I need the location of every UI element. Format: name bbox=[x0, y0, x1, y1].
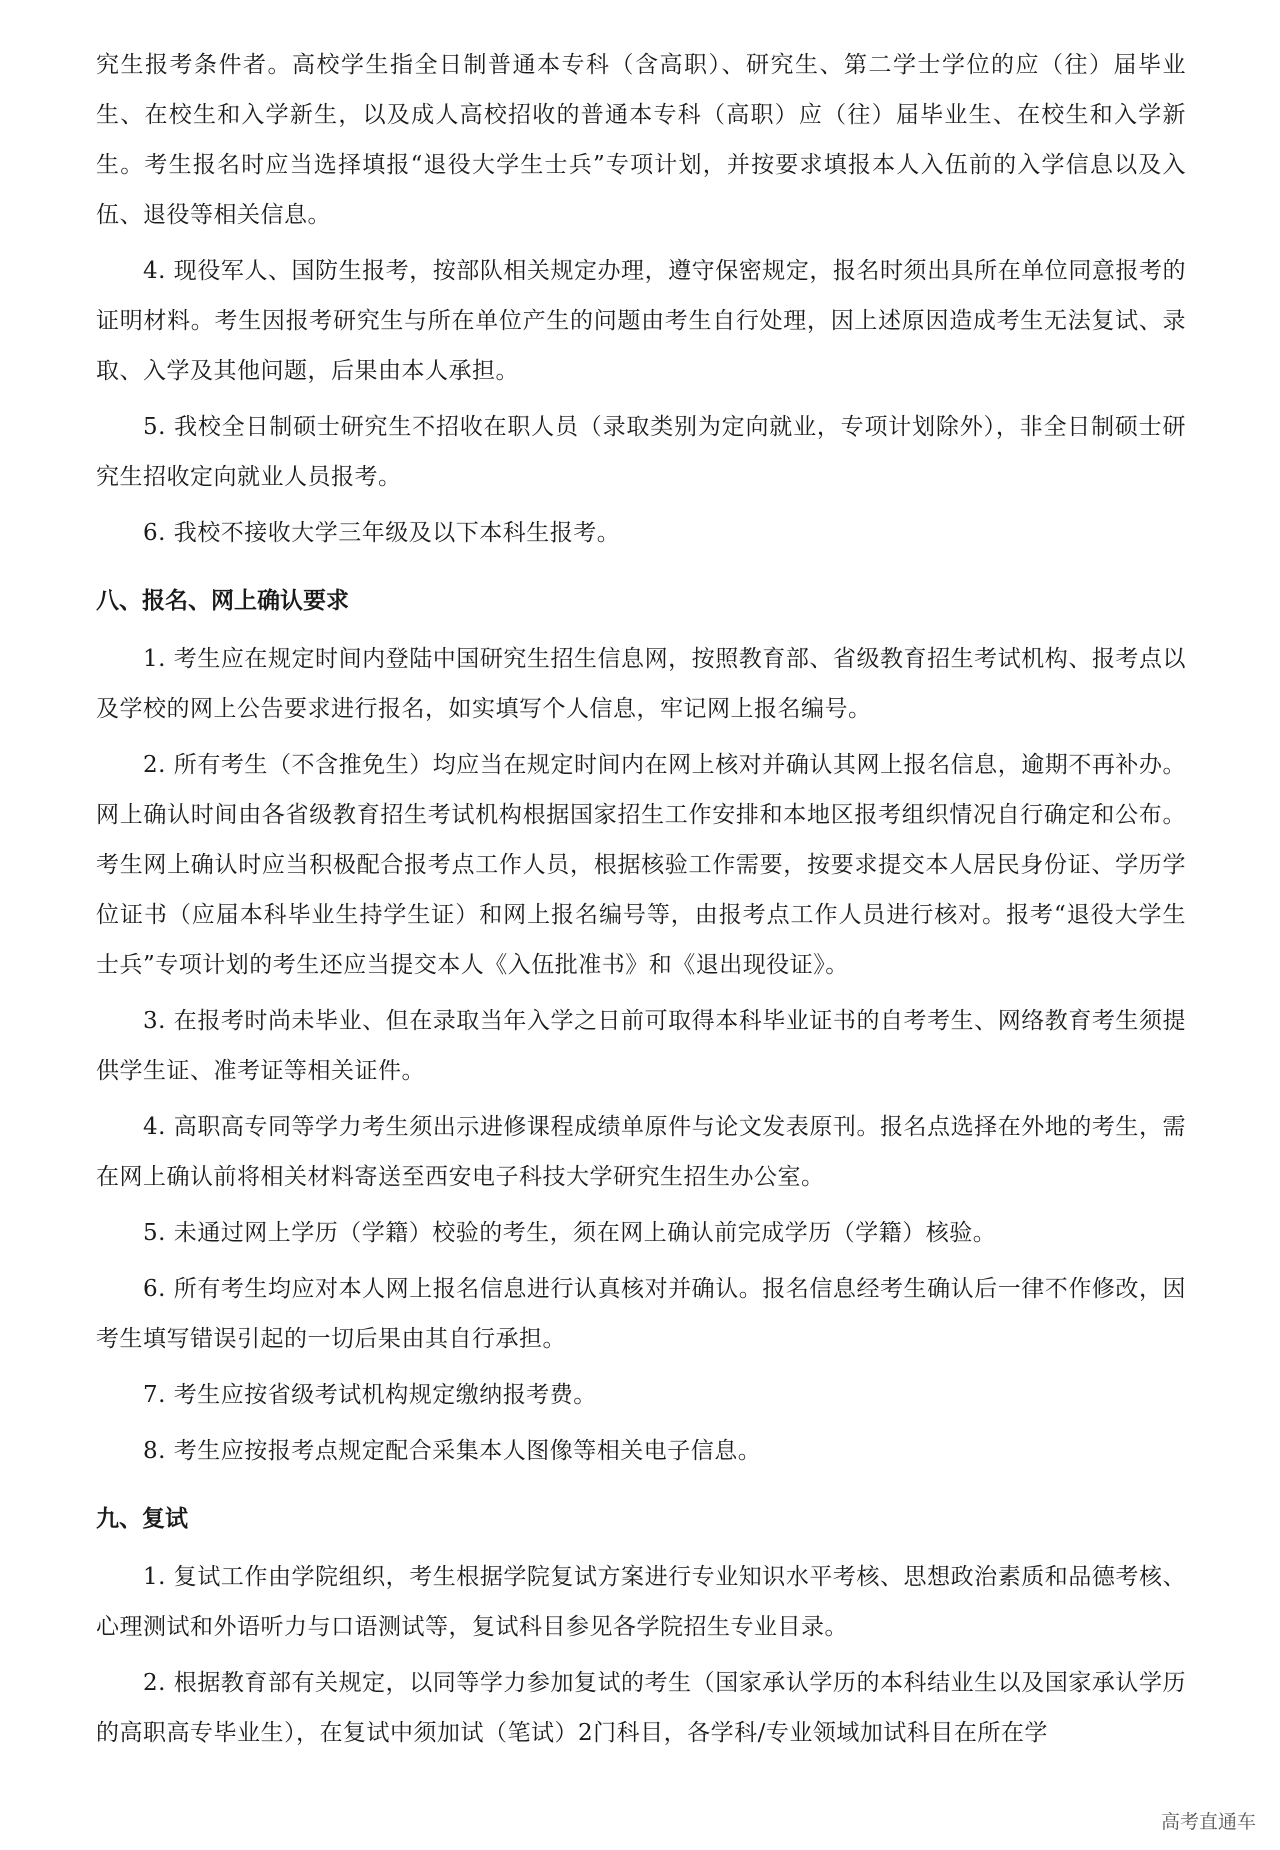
paragraph-reg-6: 6. 所有考生均应对本人网上报名信息进行认真核对并确认。报名信息经考生确认后一律不作修改，因考生填写错误引起的一切后果由其自行承担。 bbox=[96, 1276, 1186, 1352]
watermark-text: 高考直通车 bbox=[1160, 1811, 1256, 1833]
section-heading-registration: 八、报名、网上确认要求 bbox=[96, 588, 349, 614]
section-heading-reexam: 九、复试 bbox=[96, 1506, 188, 1532]
paragraph-reg-7: 7. 考生应按省级考试机构规定缴纳报考费。 bbox=[143, 1382, 597, 1408]
paragraph-reg-1: 1. 考生应在规定时间内登陆中国研究生招生信息网，按照教育部、省级教育招生考试机构、报考点以及学校的网上公告要求进行报名，如实填写个人信息，牢记网上报名编号。 bbox=[96, 646, 1186, 722]
paragraph-reg-4: 4. 高职高专同等学力考生须出示进修课程成绩单原件与论文发表原刊。报名点选择在外地的考生，需在网上确认前将相关材料寄送至西安电子科技大学研究生招生办公室。 bbox=[96, 1114, 1186, 1190]
paragraph-reg-3: 3. 在报考时尚未毕业、但在录取当年入学之日前可取得本科毕业证书的自考考生、网络教育考生须提供学生证、准考证等相关证件。 bbox=[96, 1008, 1186, 1084]
paragraph-reg-2: 2. 所有考生（不含推免生）均应当在规定时间内在网上核对并确认其网上报名信息，逾期不再补办。网上确认时间由各省级教育招生考试机构根据国家招生工作安排和本地区报考组织情况自行确定和公布。考生网上确认时应当积极配合报考点工作人员，根据核验工作需要，按要求提交本人居民身份证、学历学位证书（应届本科毕业生持学生证）和网上报名编号等，由报考点工作人员进行核对。报考“退役大学生士兵”专项计划的考生还应当提交本人《入伍批准书》和《退出现役证》。 bbox=[96, 752, 1186, 978]
paragraph-item-4: 4. 现役军人、国防生报考，按部队相关规定办理，遵守保密规定，报名时须出具所在单位同意报考的证明材料。考生因报考研究生与所在单位产生的问题由考生自行处理，因上述原因造成考生无法复试、录取、入学及其他问题，后果由本人承担。 bbox=[96, 258, 1186, 384]
paragraph-item-5: 5. 我校全日制硕士研究生不招收在职人员（录取类别为定向就业，专项计划除外），非全日制硕士研究生招收定向就业人员报考。 bbox=[96, 414, 1186, 490]
paragraph-item-6: 6. 我校不接收大学三年级及以下本科生报考。 bbox=[143, 520, 621, 546]
paragraph-reexam-2: 2. 根据教育部有关规定，以同等学力参加复试的考生（国家承认学历的本科结业生以及国家承认学历的高职高专毕业生），在复试中须加试（笔试）2门科目，各学科/专业领域加试科目在所在学 bbox=[96, 1670, 1186, 1746]
paragraph-continuation: 究生报考条件者。高校学生指全日制普通本专科（含高职）、研究生、第二学士学位的应（往）届毕业生、在校生和入学新生，以及成人高校招收的普通本专科（高职）应（往）届毕业生、在校生和入学新生。考生报名时应当选择填报“退役大学生士兵”专项计划，并按要求填报本人入伍前的入学信息以及入伍、退役等相关信息。 bbox=[96, 52, 1186, 228]
paragraph-reg-8: 8. 考生应按报考点规定配合采集本人图像等相关电子信息。 bbox=[143, 1438, 762, 1464]
document-page bbox=[96, 40, 1186, 1758]
paragraph-reexam-1: 1. 复试工作由学院组织，考生根据学院复试方案进行专业知识水平考核、思想政治素质和品德考核、心理测试和外语听力与口语测试等，复试科目参见各学院招生专业目录。 bbox=[96, 1564, 1186, 1640]
paragraph-reg-5: 5. 未通过网上学历（学籍）校验的考生，须在网上确认前完成学历（学籍）核验。 bbox=[143, 1220, 997, 1246]
